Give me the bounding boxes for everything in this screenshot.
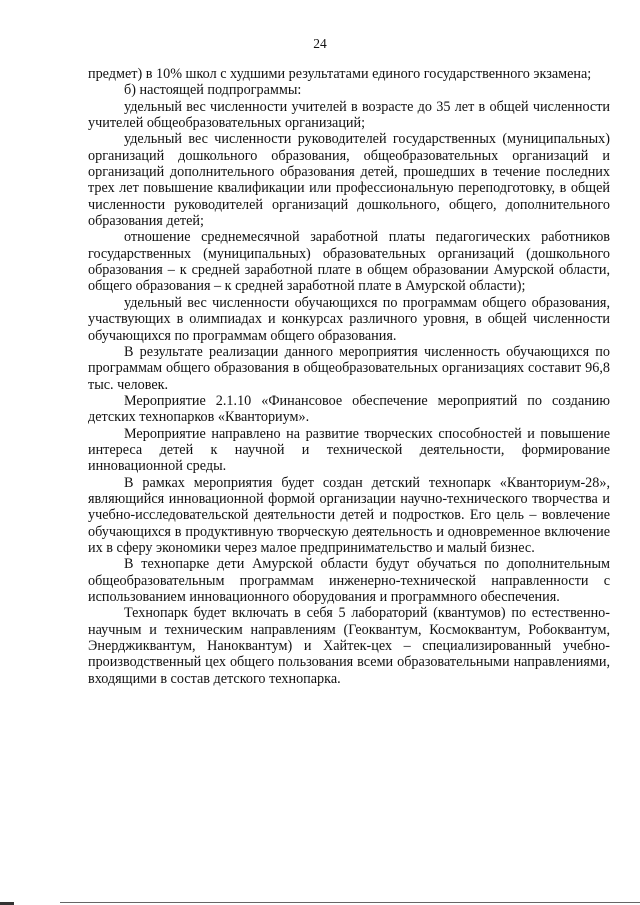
paragraph-managers-training: удельный вес численности руководителей государственных (муниципальных) организаций дошкольного образования, общеобразовательных организаций и организаций дополнительного образования детей, прошедших в течение последних трех лет повышение квалификации или профессиональную переподготовку, в общей численности руководителей организаций дошкольного, общего, дополнительного образования детей; xyxy=(88,131,610,230)
scan-bottom-edge xyxy=(60,902,640,903)
document-body xyxy=(88,66,610,687)
paragraph-salary-ratio: отношение среднемесячной заработной платы педагогических работников государственных (муниципальных) образовательных организаций (дошкольного образования – к средней заработной плате в общем образовании Амурской области, общего образования – к средней заработной плате в Амурской области); xyxy=(88,229,610,295)
paragraph-labs: Технопарк будет включать в себя 5 лабораторий (квантумов) по естественно-научным и техническим направлениям (Геоквантум, Космоквантум, Робоквантум, Энерджиквантум, Наноквантум) и Хайтек-цех – специализированный учебно-производственный цех общего пользования всеми образовательными направлениями, входящими в состав детского технопарка. xyxy=(88,605,610,687)
paragraph-young-teachers: удельный вес численности учителей в возрасте до 35 лет в общей численности учителей общеобразовательных организаций; xyxy=(88,98,610,132)
paragraph-olympiads: удельный вес численности обучающихся по программам общего образования, участвующих в олимпиадах и конкурсах различного уровня, в общей численности обучающихся по программам общего образования. xyxy=(88,294,610,344)
paragraph-training: В технопарке дети Амурской области будут обучаться по дополнительным общеобразовательным программам инженерно-технической направленности с использованием инновационного оборудования и программного обеспечения. xyxy=(88,556,610,605)
paragraph-exam-results: предмет) в 10% школ с худшими результатами единого государственного экзамена; xyxy=(88,66,592,82)
paragraph-kvantorium: В рамках мероприятия будет создан детский технопарк «Кванториум-28», являющийся инновационной формой организации научно-технического творчества и учебно-исследовательской деятельности детей и подростков. Его цель – вовлечение обучающихся в продуктивную творческую деятельность и одновременное включение их в сферу экономики через малое предпринимательство и малый бизнес. xyxy=(88,474,610,556)
paragraph-measure-title: Мероприятие 2.1.10 «Финансовое обеспечение мероприятий по созданию детских технопарков «Кванториум». xyxy=(88,392,610,426)
paragraph-subprogram-heading: б) настоящей подпрограммы: xyxy=(124,82,302,99)
paragraph-measure-aim: Мероприятие направлено на развитие творческих способностей и повышение интереса детей к научной и технической деятельности, формирование инновационной среды. xyxy=(88,425,610,475)
paragraph-result: В результате реализации данного мероприятия численность обучающихся по программам общего образования в общеобразовательных организациях составит 96,8 тыс. человек. xyxy=(88,343,610,393)
page-number: 24 xyxy=(313,36,327,51)
